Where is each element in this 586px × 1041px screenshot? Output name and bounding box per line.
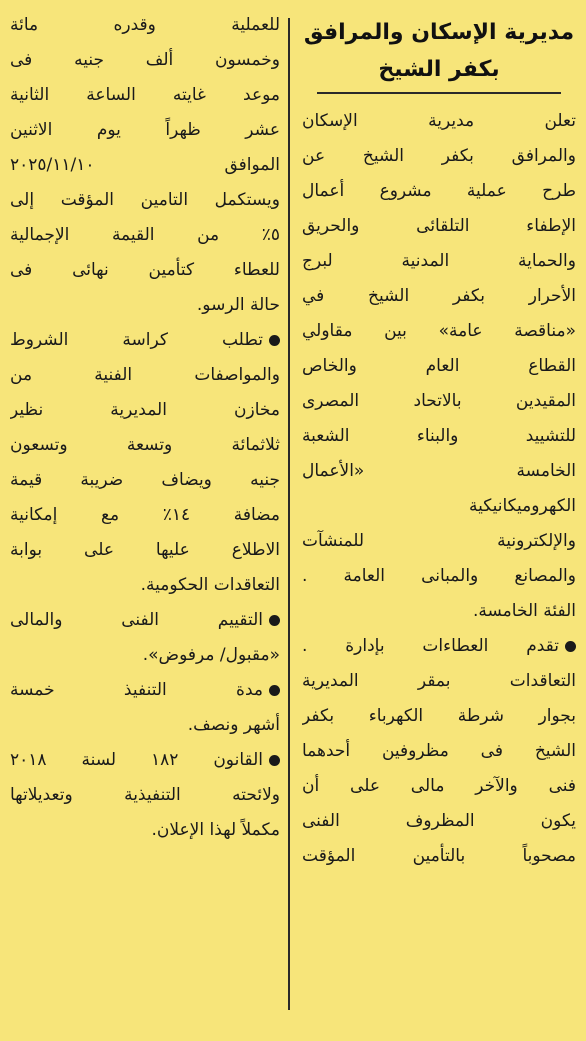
text-line: والحماية المدنية لبرج	[302, 251, 576, 271]
text-line: والإلكترونية للمنشآت	[302, 531, 576, 551]
text-line: الإطفاء التلقائى والحريق	[302, 216, 576, 236]
text-line: الشيخ فى مظروفين أحدهما	[302, 741, 576, 761]
text-line: تطلب كراسة الشروط	[10, 330, 263, 350]
bullet-icon	[269, 685, 280, 696]
text-line: للعطاء كتأمين نهائى فى	[10, 260, 280, 280]
bullet-line	[10, 603, 280, 638]
text-line: تعلن مديرية الإسكان	[302, 111, 576, 131]
text-line: التعاقدات الحكومية.	[140, 575, 280, 595]
text-line: «مناقصة عامة» بين مقاولي	[302, 321, 576, 341]
text-line: مضافة ١٤٪ مع إمكانية	[10, 505, 280, 525]
bullet-icon	[565, 641, 576, 652]
text-line: الكهروميكانيكية	[468, 496, 576, 516]
text-line: أشهر ونصف.	[187, 715, 280, 735]
text-line: «مقبول/ مرفوض».	[142, 645, 280, 665]
text-line: طرح عملية مشروع أعمال	[302, 181, 576, 201]
text-line: جنيه ويضاف ضريبة قيمة	[10, 470, 280, 490]
text-line: والمواصفات الفنية من	[10, 365, 280, 385]
column-divider	[288, 18, 290, 1010]
text-line: المقيدين بالاتحاد المصرى	[302, 391, 576, 411]
text-line: عشر ظهراً يوم الاثنين	[10, 120, 280, 140]
text-line: الخامسة «الأعمال	[302, 461, 576, 481]
text-line: ويستكمل التامين المؤقت إلى	[10, 190, 280, 210]
text-line: للتشييد والبناء الشعبة	[302, 426, 576, 446]
text-line: الموافق ٢٠٢٥/١١/١٠	[10, 155, 280, 175]
text-line: مدة التنفيذ خمسة	[10, 680, 263, 700]
text-line: التعاقدات بمقر المديرية	[302, 671, 576, 691]
text-line: تقدم العطاءات بإدارة .	[302, 636, 559, 656]
text-line: مصحوباً بالتأمين المؤقت	[302, 846, 576, 866]
text-line: الأحرار بكفر الشيخ في	[302, 286, 576, 306]
text-line: والمصانع والمبانى العامة .	[302, 566, 576, 586]
bullet-icon	[269, 335, 280, 346]
text-line: الاطلاع عليها على بوابة	[10, 540, 280, 560]
text-line: ولائحته التنفيذية وتعديلاتها	[10, 785, 280, 805]
text-line: وخمسون ألف جنيه فى	[10, 50, 280, 70]
bullet-line	[10, 743, 280, 778]
text-line: ثلاثمائة وتسعة وتسعون	[10, 435, 280, 455]
text-line: التقييم الفنى والمالى	[10, 610, 263, 630]
title-line-1: مديرية الإسكان والمرافق	[303, 20, 575, 45]
text-line: موعد غايته الساعة الثانية	[10, 85, 280, 105]
bullet-icon	[269, 615, 280, 626]
title-line-2: بكفر الشيخ	[378, 57, 500, 82]
bullet-line	[10, 673, 280, 708]
bullet-line	[302, 629, 576, 664]
left-column-body	[10, 8, 280, 848]
bullet-icon	[269, 755, 280, 766]
title-underline	[317, 92, 561, 94]
text-line: للعملية وقدره مائة	[10, 15, 280, 35]
bullet-line	[10, 323, 280, 358]
text-line: الفئة الخامسة.	[473, 601, 576, 621]
text-line: حالة الرسو.	[196, 295, 280, 315]
text-line: القطاع العام والخاص	[302, 356, 576, 376]
text-line: ٥٪ من القيمة الإجمالية	[10, 225, 280, 245]
text-line: يكون المظروف الفنى	[302, 811, 576, 831]
right-column-body	[302, 104, 576, 874]
text-line: بجوار شرطة الكهرباء بكفر	[302, 706, 576, 726]
text-line: فنى والآخر مالى على أن	[302, 776, 576, 796]
text-line: والمرافق بكفر الشيخ عن	[302, 146, 576, 166]
text-line: القانون ١٨٢ لسنة ٢٠١٨	[10, 750, 263, 770]
ad-title	[302, 0, 576, 88]
right-column	[302, 0, 576, 874]
text-line: مكملاً لهذا الإعلان.	[151, 820, 280, 840]
text-line: مخازن المديرية نظير	[10, 400, 280, 420]
left-column	[10, 0, 280, 848]
